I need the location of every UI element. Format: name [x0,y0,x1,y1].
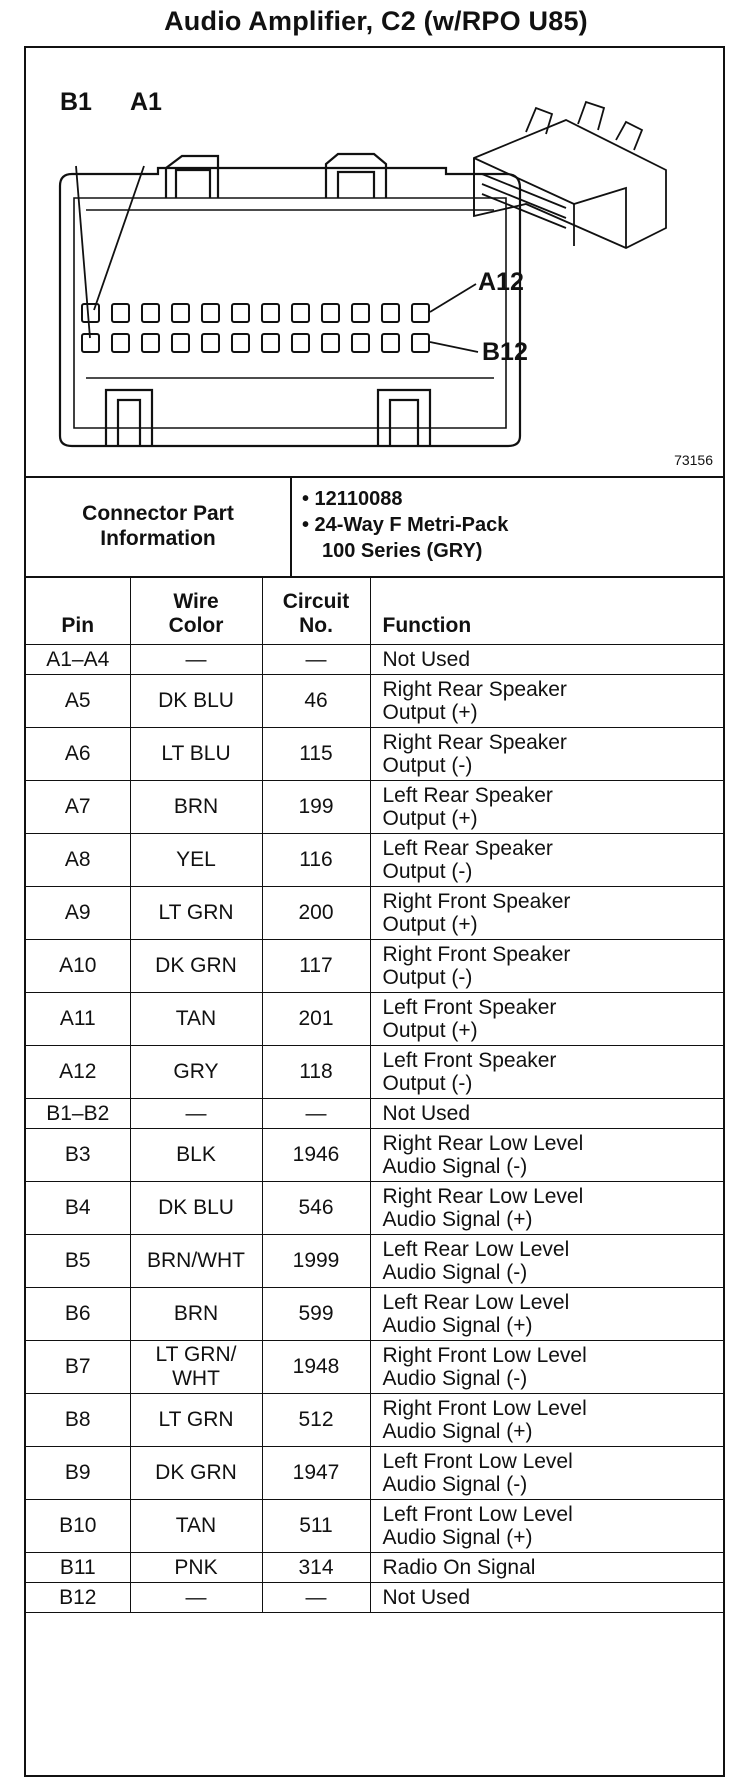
wire-color-cell: PNK [130,1553,262,1583]
figure-number: 73156 [674,452,713,468]
function-cell: Right Rear Speaker Output (+) [370,675,723,728]
connector-description-line1: • 24-Way F Metri-Pack [302,514,509,536]
function-cell: Not Used [370,1583,723,1613]
pinout-rows [26,645,723,1613]
table-row [26,675,723,728]
circuit-cell: 546 [262,1182,370,1235]
pin-cell: A8 [26,834,130,887]
pin-cell: B10 [26,1500,130,1553]
table-row [26,1099,723,1129]
function-cell: Right Front Low Level Audio Signal (-) [370,1341,723,1394]
table-row [26,1394,723,1447]
circuit-cell: — [262,645,370,675]
pin-cell: B8 [26,1394,130,1447]
circuit-cell: 46 [262,675,370,728]
page-title: Audio Amplifier, C2 (w/RPO U85) [164,6,588,36]
connector-info-label-line2: Information [100,527,216,550]
pin-cell: A9 [26,887,130,940]
circuit-cell: 511 [262,1500,370,1553]
wire-color-cell: BLK [130,1129,262,1182]
wire-color-cell: DK GRN [130,1447,262,1500]
pin-cell: B3 [26,1129,130,1182]
connector-sheet [24,46,725,1777]
table-row [26,645,723,675]
function-cell: Right Rear Speaker Output (-) [370,728,723,781]
circuit-cell: 115 [262,728,370,781]
table-row [26,1235,723,1288]
pin-b12-label: B12 [482,338,528,366]
function-cell: Not Used [370,645,723,675]
pin-cell: A7 [26,781,130,834]
connector-diagram [26,48,723,478]
wire-color-cell: — [130,645,262,675]
circuit-cell: 116 [262,834,370,887]
table-row [26,1046,723,1099]
circuit-cell: — [262,1099,370,1129]
header-function: Function [370,578,723,645]
wire-color-cell: DK BLU [130,1182,262,1235]
table-row [26,728,723,781]
wire-color-cell: DK BLU [130,675,262,728]
header-wire-color: Wire Color [130,578,262,645]
circuit-cell: 512 [262,1394,370,1447]
connector-info-values [302,486,508,564]
circuit-cell: 1948 [262,1341,370,1394]
table-row [26,1341,723,1394]
table-row [26,1553,723,1583]
pin-cell: B12 [26,1583,130,1613]
connector-part-info [26,476,723,578]
pin-cell: A12 [26,1046,130,1099]
table-row [26,1447,723,1500]
function-cell: Left Front Low Level Audio Signal (-) [370,1447,723,1500]
table-row [26,781,723,834]
function-cell: Right Front Low Level Audio Signal (+) [370,1394,723,1447]
wire-color-cell: TAN [130,1500,262,1553]
pin-cell: B4 [26,1182,130,1235]
function-cell: Right Rear Low Level Audio Signal (-) [370,1129,723,1182]
header-circuit-no: Circuit No. [262,578,370,645]
pin-cell: B5 [26,1235,130,1288]
wire-color-cell: LT GRN [130,1394,262,1447]
wire-color-cell: BRN/WHT [130,1235,262,1288]
pin-b1-label: B1 [60,88,92,116]
wire-color-cell: LT GRN/ WHT [130,1341,262,1394]
circuit-cell: 201 [262,993,370,1046]
connector-description-line2: 100 Series (GRY) [322,540,483,562]
function-cell: Left Rear Low Level Audio Signal (-) [370,1235,723,1288]
function-cell: Right Rear Low Level Audio Signal (+) [370,1182,723,1235]
circuit-cell: 1947 [262,1447,370,1500]
pin-cell: A1–A4 [26,645,130,675]
header-pin: Pin [26,578,130,645]
wire-color-cell: GRY [130,1046,262,1099]
circuit-cell: — [262,1583,370,1613]
function-cell: Left Front Low Level Audio Signal (+) [370,1500,723,1553]
connector-info-label [26,476,292,576]
wire-color-cell: TAN [130,993,262,1046]
wire-color-cell: DK GRN [130,940,262,993]
circuit-cell: 118 [262,1046,370,1099]
pin-cell: B7 [26,1341,130,1394]
wire-color-cell: — [130,1583,262,1613]
pinout-table [26,578,723,1613]
function-cell: Right Front Speaker Output (-) [370,940,723,993]
wire-color-cell: BRN [130,781,262,834]
function-cell: Left Front Speaker Output (+) [370,993,723,1046]
circuit-cell: 117 [262,940,370,993]
pin-cell: B11 [26,1553,130,1583]
pin-cell: A6 [26,728,130,781]
circuit-cell: 200 [262,887,370,940]
function-cell: Right Front Speaker Output (+) [370,887,723,940]
table-row [26,887,723,940]
circuit-cell: 1946 [262,1129,370,1182]
table-row [26,940,723,993]
pin-cell: B9 [26,1447,130,1500]
table-row [26,1129,723,1182]
circuit-cell: 314 [262,1553,370,1583]
wire-color-cell: LT BLU [130,728,262,781]
pin-cell: A11 [26,993,130,1046]
pin-a1-label: A1 [130,88,162,116]
circuit-cell: 199 [262,781,370,834]
circuit-cell: 1999 [262,1235,370,1288]
table-header-row [26,578,723,645]
pin-a12-label: A12 [478,268,524,296]
function-cell: Left Rear Speaker Output (-) [370,834,723,887]
function-cell: Not Used [370,1099,723,1129]
wire-color-cell: YEL [130,834,262,887]
function-cell: Left Rear Low Level Audio Signal (+) [370,1288,723,1341]
connector-info-label-line1: Connector Part [82,502,234,525]
pin-cell: B1–B2 [26,1099,130,1129]
function-cell: Left Rear Speaker Output (+) [370,781,723,834]
function-cell: Left Front Speaker Output (-) [370,1046,723,1099]
table-row [26,1500,723,1553]
pin-cell: A5 [26,675,130,728]
wire-color-cell: — [130,1099,262,1129]
table-row [26,1288,723,1341]
table-row [26,1182,723,1235]
table-row [26,993,723,1046]
pin-cell: A10 [26,940,130,993]
wire-color-cell: BRN [130,1288,262,1341]
wire-color-cell: LT GRN [130,887,262,940]
table-row [26,834,723,887]
part-number: • 12110088 [302,488,403,510]
circuit-cell: 599 [262,1288,370,1341]
table-row [26,1583,723,1613]
function-cell: Radio On Signal [370,1553,723,1583]
pin-cell: B6 [26,1288,130,1341]
